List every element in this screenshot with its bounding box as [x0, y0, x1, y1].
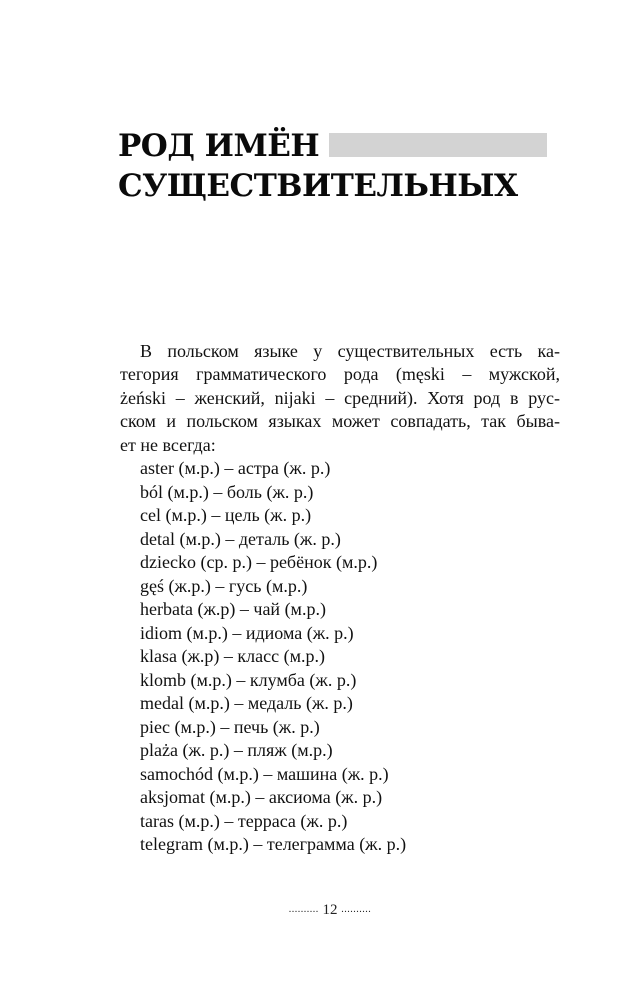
footer-dots-right: ..........: [341, 904, 372, 915]
example-item: klomb (м.р.) – клумба (ж. р.): [140, 669, 357, 690]
heading-row-1: [118, 126, 547, 166]
heading-line-1: РОД ИМЁН: [118, 128, 320, 164]
paragraph-line: В польском языке у существительных есть ка-: [140, 341, 560, 361]
example-item: taras (м.р.) – терраса (ж. р.): [140, 810, 348, 831]
example-item: telegram (м.р.) – телеграмма (ж. р.): [140, 834, 407, 854]
example-item: ból (м.р.) – боль (ж. р.): [140, 481, 314, 502]
example-item: herbata (ж.р) – чай (м.р.): [140, 599, 326, 619]
example-item: medal (м.р.) – медаль (ж. р.): [140, 693, 353, 713]
page-number: 12: [322, 902, 338, 918]
paragraph-line: ском и польском языках может совпадать, так быва-: [120, 411, 560, 432]
paragraph-line: тегория грамматического рода (męski – мужской,: [120, 364, 560, 385]
footer-dots-left: ..........: [288, 904, 319, 915]
intro-paragraph: [120, 340, 560, 457]
example-item: aster (м.р.) – астра (ж. р.): [140, 458, 331, 478]
examples-list: [140, 457, 406, 857]
example-item: cel (м.р.) – цель (ж. р.): [140, 505, 312, 525]
example-item: piec (м.р.) – печь (ж. р.): [140, 716, 320, 737]
example-item: gęś (ж.р.) – гусь (м.р.): [140, 575, 308, 596]
heading-decorative-bar: [329, 133, 547, 157]
example-item: idiom (м.р.) – идиома (ж. р.): [140, 622, 354, 643]
paragraph-line: żeński – женский, nijaki – средний). Хотя род в рус-: [120, 387, 560, 408]
example-item: dziecko (ср. р.) – ребёнок (м.р.): [140, 552, 378, 572]
example-item: plaża (ж. р.) – пляж (м.р.): [140, 740, 333, 760]
example-item: detal (м.р.) – деталь (ж. р.): [140, 528, 341, 549]
heading-line-2: СУЩЕСТВИТЕЛЬНЫХ: [118, 168, 518, 204]
paragraph-line: ет не всегда:: [120, 434, 216, 455]
chapter-heading: [118, 126, 547, 206]
example-item: samochód (м.р.) – машина (ж. р.): [140, 763, 389, 784]
page-footer: [0, 902, 618, 919]
example-item: klasa (ж.р) – класс (м.р.): [140, 646, 325, 666]
example-item: aksjomat (м.р.) – аксиома (ж. р.): [140, 787, 383, 807]
